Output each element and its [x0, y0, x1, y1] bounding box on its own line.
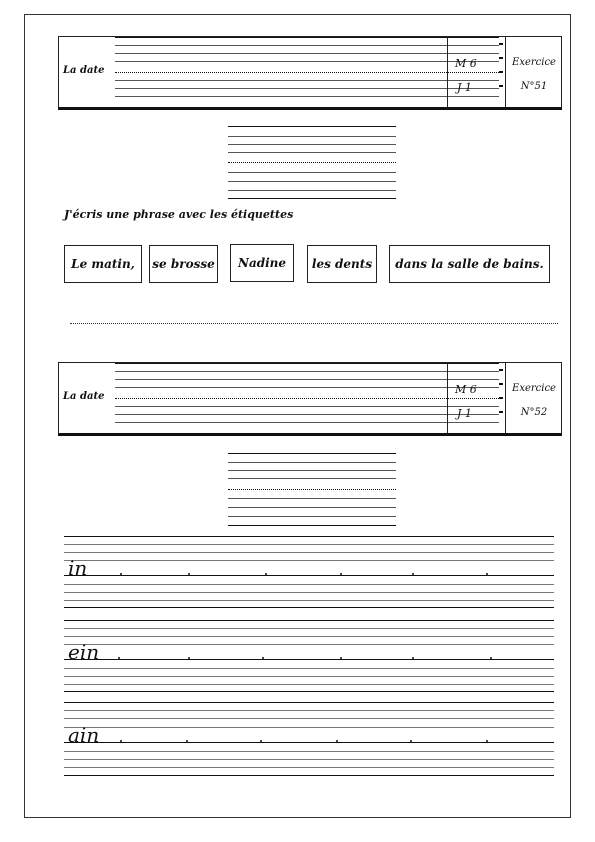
date-rule [115, 37, 499, 38]
start-dot [412, 657, 414, 659]
writing-rule [64, 710, 554, 711]
date-label: La date [63, 65, 105, 76]
header-divider [505, 37, 506, 107]
writing-rule [64, 668, 554, 669]
writing-rule [64, 718, 554, 719]
writing-rule [64, 536, 554, 537]
mini-rule [228, 470, 396, 471]
start-dot [340, 657, 342, 659]
exercise-52-header [58, 362, 562, 436]
writing-rule [64, 767, 554, 768]
writing-rule [64, 684, 554, 685]
start-dot [186, 740, 188, 742]
start-dot [412, 573, 414, 575]
writing-rule [64, 727, 554, 728]
start-dot [486, 573, 488, 575]
date-rule [115, 371, 499, 372]
writing-rule [64, 620, 554, 621]
m-label: M 6 [455, 57, 477, 70]
exercise-51-header [58, 36, 562, 110]
start-dot [260, 740, 262, 742]
start-dot [188, 573, 190, 575]
mini-rule [228, 507, 396, 508]
mini-rule [228, 498, 396, 499]
sentence-answer-line[interactable] [70, 323, 558, 324]
instruction-text: J'écris une phrase avec les étiquettes [64, 208, 294, 221]
start-dot [120, 573, 122, 575]
writing-rule [64, 552, 554, 553]
start-dot [265, 573, 267, 575]
start-dot [410, 740, 412, 742]
date-label: La date [63, 391, 105, 402]
date-writing-line[interactable] [115, 398, 499, 399]
start-dot [340, 573, 342, 575]
writing-rule [64, 600, 554, 601]
header-divider [505, 363, 506, 433]
writing-rule [64, 560, 554, 561]
writing-rule [64, 775, 554, 776]
word-label[interactable]: dans la salle de bains. [389, 245, 550, 283]
date-rule [115, 422, 499, 423]
writing-rule [64, 702, 554, 703]
margin-mark [499, 383, 503, 385]
start-dot [120, 740, 122, 742]
writing-baseline[interactable] [64, 742, 554, 743]
model-letters: ain [68, 723, 100, 747]
start-dot [188, 657, 190, 659]
mini-writing-line[interactable] [228, 162, 396, 163]
margin-mark [499, 411, 503, 413]
m-label: M 6 [455, 383, 477, 396]
mini-rule [228, 152, 396, 153]
date-rule [115, 45, 499, 46]
start-dot [490, 657, 492, 659]
start-dot [336, 740, 338, 742]
margin-mark [499, 85, 503, 87]
margin-mark [499, 57, 503, 59]
start-dot [118, 657, 120, 659]
writing-rule [64, 592, 554, 593]
writing-rule [64, 751, 554, 752]
start-dot [262, 657, 264, 659]
exercise-label: Exercice [512, 383, 556, 394]
date-rule [115, 96, 499, 97]
date-rule [115, 61, 499, 62]
mini-rule [228, 172, 396, 173]
writing-baseline[interactable] [64, 575, 554, 576]
j-label: J 1 [457, 407, 472, 420]
date-rule [115, 80, 499, 81]
margin-mark [499, 369, 503, 371]
word-label[interactable]: Le matin, [64, 245, 142, 283]
writing-rule [64, 676, 554, 677]
header-divider [447, 363, 448, 433]
date-rule [115, 53, 499, 54]
model-letters: ein [68, 640, 100, 664]
date-rule [115, 88, 499, 89]
j-label: J 1 [457, 81, 472, 94]
writing-rule [64, 544, 554, 545]
mini-rule [228, 198, 396, 199]
exercise-number: N°52 [520, 407, 548, 418]
writing-rule [64, 628, 554, 629]
mini-rule [228, 181, 396, 182]
exercise-label: Exercice [512, 57, 556, 68]
date-rule [115, 363, 499, 364]
mini-rule [228, 136, 396, 137]
margin-mark [499, 71, 503, 73]
mini-rule [228, 190, 396, 191]
margin-mark [499, 43, 503, 45]
word-label[interactable]: se brosse [149, 245, 218, 283]
date-rule [115, 387, 499, 388]
writing-rule [64, 644, 554, 645]
header-divider [447, 37, 448, 107]
mini-rule [228, 478, 396, 479]
writing-rule [64, 607, 554, 608]
mini-rule [228, 462, 396, 463]
exercise-number: N°51 [520, 81, 548, 92]
mini-writing-line[interactable] [228, 489, 396, 490]
writing-rule [64, 691, 554, 692]
writing-rule [64, 584, 554, 585]
writing-baseline[interactable] [64, 659, 554, 660]
start-dot [486, 740, 488, 742]
mini-rule [228, 453, 396, 454]
mini-rule [228, 516, 396, 517]
date-rule [115, 414, 499, 415]
writing-rule [64, 759, 554, 760]
margin-mark [499, 397, 503, 399]
date-writing-line[interactable] [115, 72, 499, 73]
mini-rule [228, 126, 396, 127]
model-letters: in [68, 556, 88, 580]
writing-rule [64, 636, 554, 637]
word-label[interactable]: Nadine [230, 244, 294, 282]
mini-rule [228, 144, 396, 145]
word-label[interactable]: les dents [307, 245, 377, 283]
mini-rule [228, 525, 396, 526]
date-rule [115, 379, 499, 380]
date-rule [115, 406, 499, 407]
